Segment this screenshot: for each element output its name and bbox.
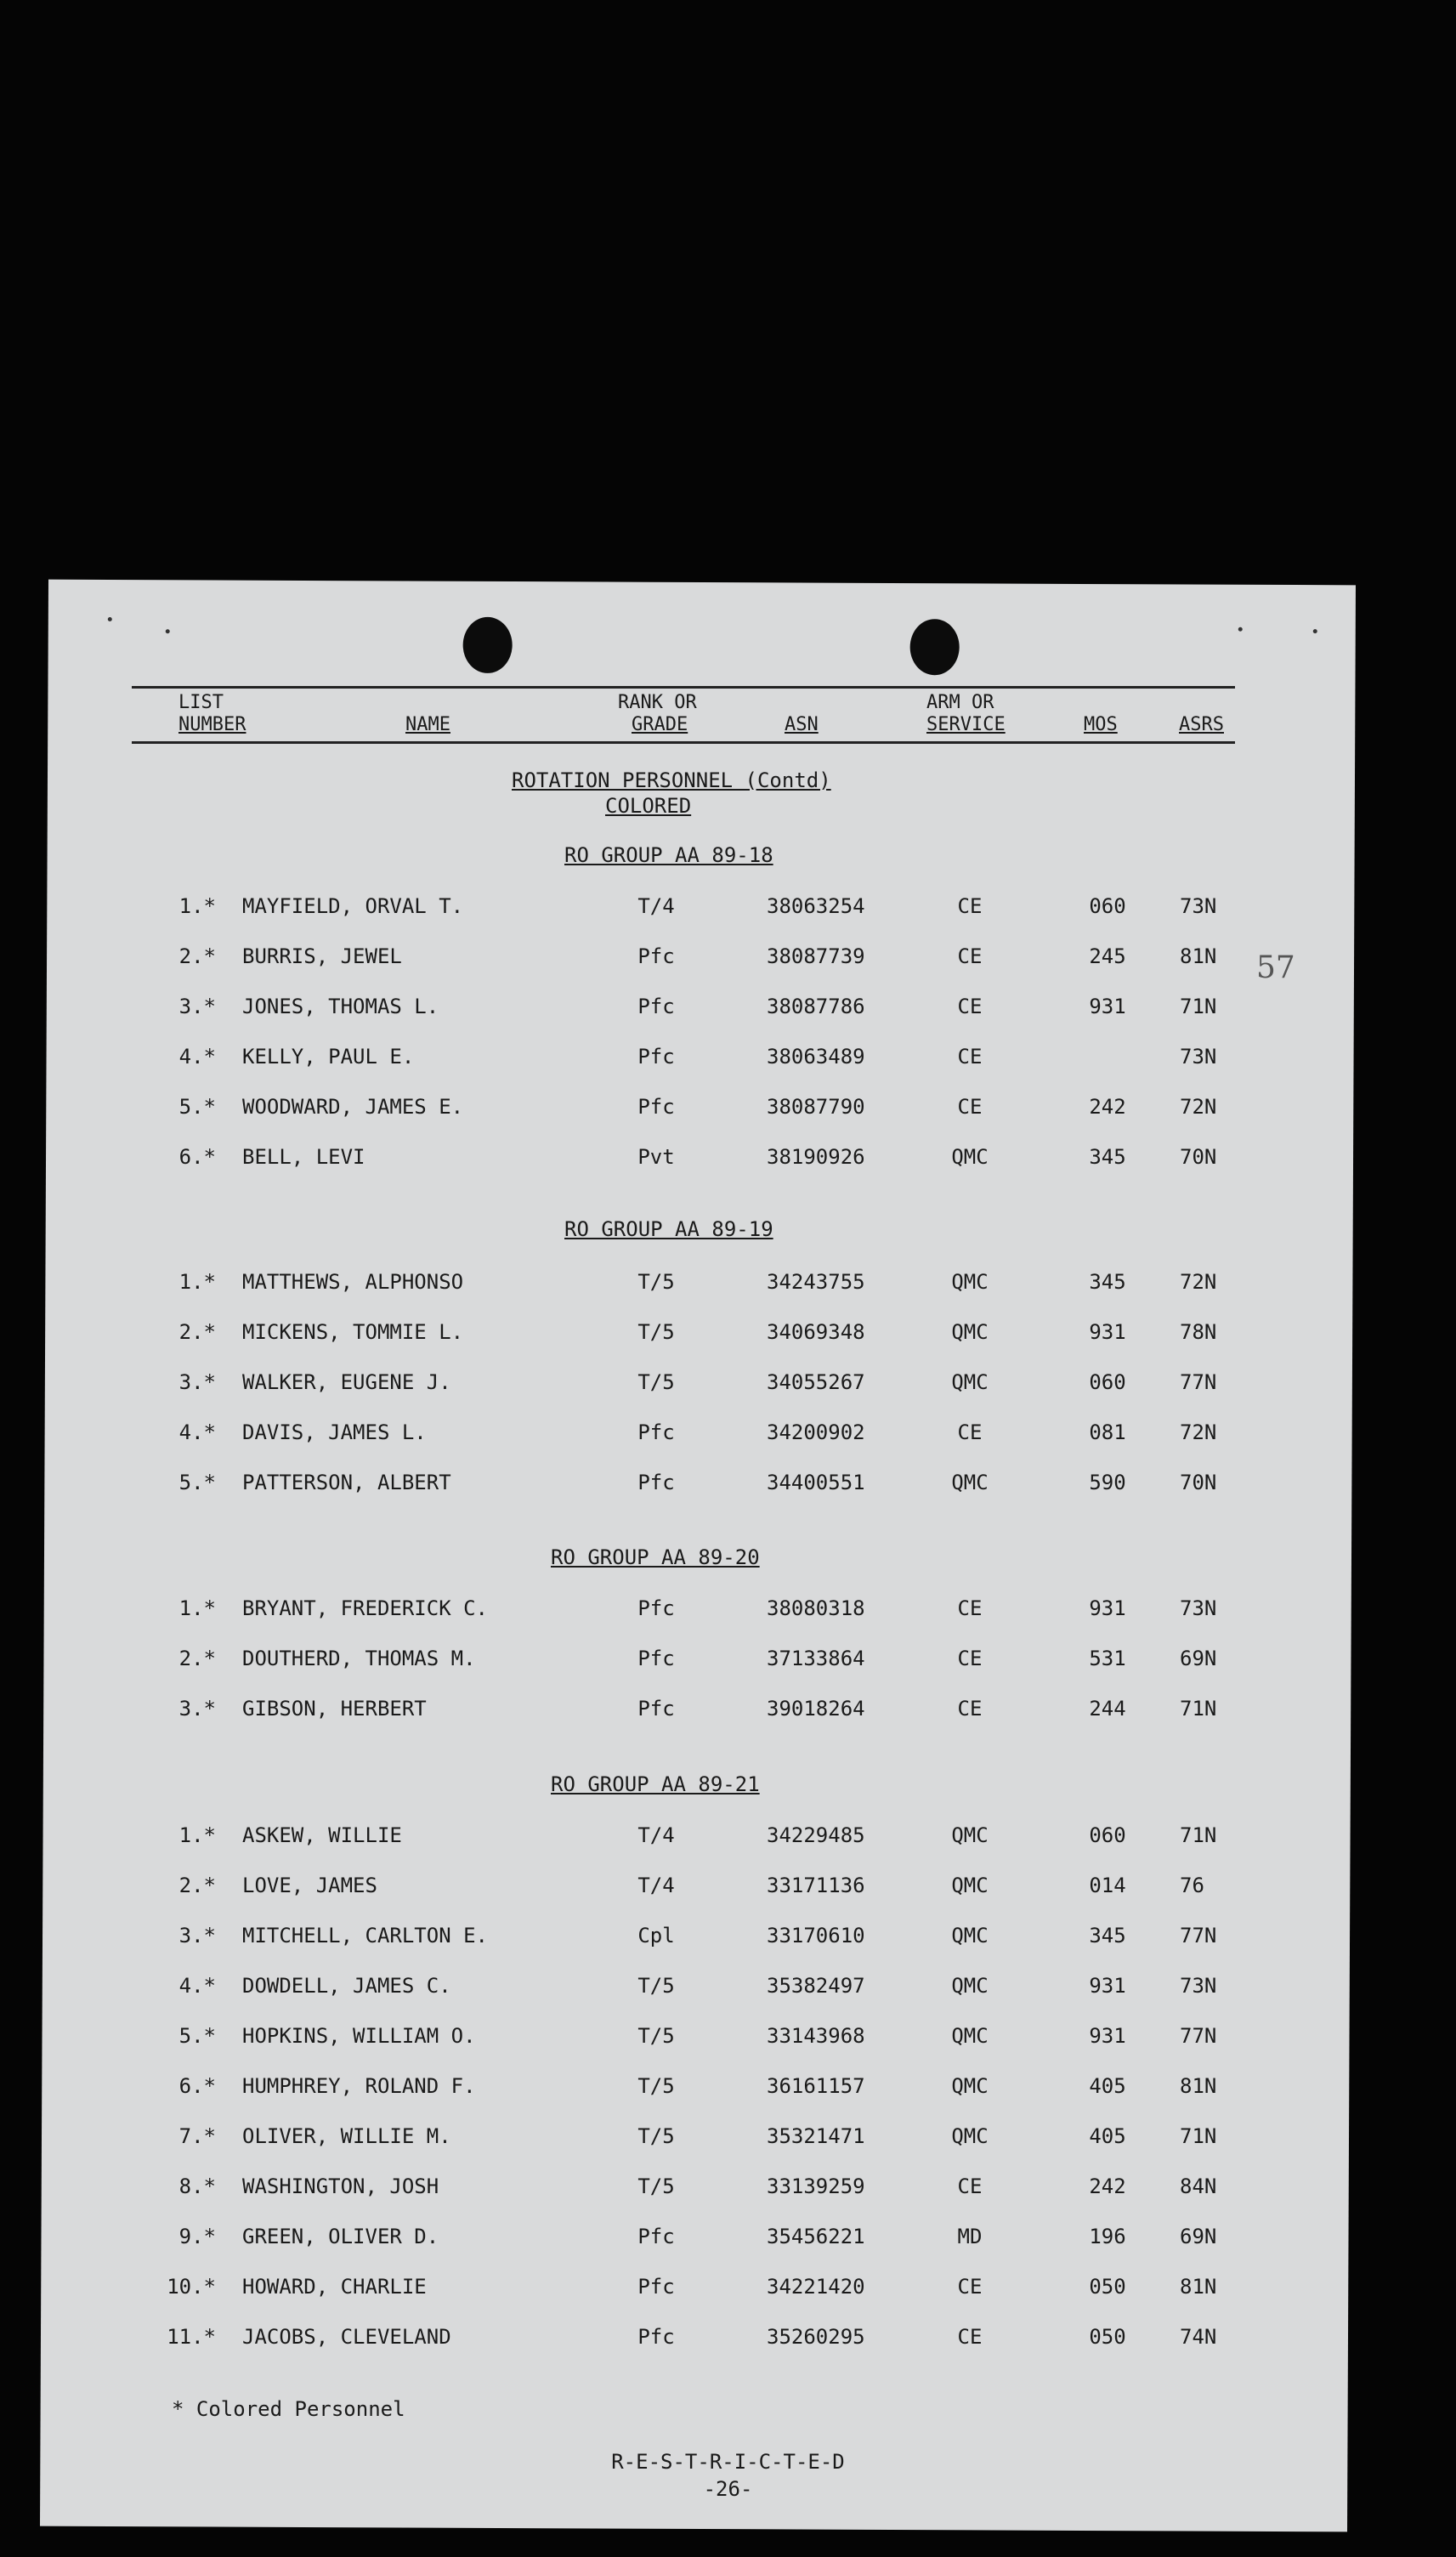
asn-value: 33171136	[767, 1874, 865, 1897]
asn-value: 38087786	[767, 995, 865, 1018]
rank-grade: T/5	[637, 1270, 675, 1294]
asn-value: 34400551	[767, 1471, 865, 1494]
speck	[108, 617, 112, 621]
mos-value: 050	[1089, 2325, 1126, 2349]
list-number: 4.*	[178, 1420, 216, 1444]
asn-value: 33170610	[767, 1924, 865, 1948]
list-number: 10.*	[167, 2275, 216, 2299]
table-row	[0, 1641, 1456, 1675]
mos-value: 405	[1089, 2124, 1126, 2148]
rank-grade: T/4	[637, 1874, 675, 1897]
asrs-value: 73N	[1180, 1045, 1217, 1069]
footnote: * Colored Personnel	[172, 2397, 405, 2421]
mos-value: 014	[1089, 1874, 1126, 1897]
arm-service: CE	[957, 995, 983, 1018]
asrs-value: 69N	[1180, 1647, 1217, 1670]
list-number: 1.*	[178, 1823, 216, 1847]
person-name: BELL, LEVI	[242, 1145, 365, 1169]
person-name: WASHINGTON, JOSH	[242, 2174, 439, 2198]
asn-value: 34221420	[767, 2275, 865, 2299]
header-list: LIST	[178, 692, 224, 713]
asn-value: 33143968	[767, 2024, 865, 2048]
table-row	[0, 939, 1456, 973]
table-row	[0, 1265, 1456, 1299]
asrs-value: 81N	[1180, 944, 1217, 968]
person-name: LOVE, JAMES	[242, 1874, 377, 1897]
speck	[1238, 627, 1243, 632]
asn-value: 33139259	[767, 2174, 865, 2198]
mos-value: 345	[1089, 1145, 1126, 1169]
rank-grade: Pfc	[637, 1647, 675, 1670]
section-subtitle: COLORED	[605, 794, 692, 818]
arm-service: CE	[957, 2275, 983, 2299]
person-name: BRYANT, FREDERICK C.	[242, 1596, 488, 1620]
mos-value: 931	[1089, 1974, 1126, 1998]
asrs-value: 71N	[1180, 1697, 1217, 1721]
list-number: 6.*	[178, 2074, 216, 2098]
list-number: 5.*	[178, 1095, 216, 1119]
mos-value: 244	[1089, 1697, 1126, 1721]
list-number: 6.*	[178, 1145, 216, 1169]
arm-service: CE	[957, 894, 983, 918]
mos-value: 242	[1089, 2174, 1126, 2198]
person-name: ASKEW, WILLIE	[242, 1823, 402, 1847]
arm-service: QMC	[951, 1924, 989, 1948]
person-name: MICKENS, TOMMIE L.	[242, 1320, 464, 1344]
list-number: 4.*	[178, 1045, 216, 1069]
page-number: -26-	[703, 2477, 753, 2501]
table-row	[0, 1315, 1456, 1349]
group-title: RO GROUP AA 89-19	[564, 1217, 773, 1241]
list-number: 9.*	[178, 2225, 216, 2248]
header-arm: ARM OR	[926, 692, 994, 713]
person-name: WALKER, EUGENE J.	[242, 1370, 451, 1394]
arm-service: CE	[957, 1697, 983, 1721]
arm-service: QMC	[951, 2024, 989, 2048]
rank-grade: T/5	[637, 1370, 675, 1394]
asn-value: 38190926	[767, 1145, 865, 1169]
asrs-value: 77N	[1180, 1924, 1217, 1948]
table-row	[0, 1919, 1456, 1953]
header-asn: ASN	[785, 714, 819, 735]
person-name: BURRIS, JEWEL	[242, 944, 402, 968]
rank-grade: T/5	[637, 2024, 675, 2048]
group-title: RO GROUP AA 89-18	[564, 843, 773, 867]
arm-service: CE	[957, 1095, 983, 1119]
arm-service: QMC	[951, 1974, 989, 1998]
mos-value: 345	[1089, 1924, 1126, 1948]
person-name: DAVIS, JAMES L.	[242, 1420, 427, 1444]
arm-service: QMC	[951, 1874, 989, 1897]
table-row	[0, 2169, 1456, 2203]
asn-value: 38063489	[767, 1045, 865, 1069]
asn-value: 38087739	[767, 944, 865, 968]
table-row	[0, 1415, 1456, 1449]
mos-value: 060	[1089, 1370, 1126, 1394]
mos-value: 050	[1089, 2275, 1126, 2299]
asrs-value: 84N	[1180, 2174, 1217, 2198]
arm-service: CE	[957, 1647, 983, 1670]
header-mos: MOS	[1084, 714, 1118, 735]
person-name: HOPKINS, WILLIAM O.	[242, 2024, 476, 2048]
header-name: NAME	[405, 714, 450, 735]
person-name: OLIVER, WILLIE M.	[242, 2124, 451, 2148]
asn-value: 38063254	[767, 894, 865, 918]
rank-grade: Pfc	[637, 1045, 675, 1069]
asn-value: 38087790	[767, 1095, 865, 1119]
arm-service: CE	[957, 944, 983, 968]
arm-service: QMC	[951, 1370, 989, 1394]
person-name: HOWARD, CHARLIE	[242, 2275, 427, 2299]
rank-grade: Pfc	[637, 1095, 675, 1119]
arm-service: MD	[957, 2225, 983, 2248]
asrs-value: 72N	[1180, 1270, 1217, 1294]
header-service: SERVICE	[926, 714, 1006, 735]
arm-service: QMC	[951, 2124, 989, 2148]
mos-value: 590	[1089, 1471, 1126, 1494]
rank-grade: T/4	[637, 894, 675, 918]
table-row	[0, 2019, 1456, 2053]
asrs-value: 78N	[1180, 1320, 1217, 1344]
person-name: MAYFIELD, ORVAL T.	[242, 894, 464, 918]
asn-value: 35382497	[767, 1974, 865, 1998]
list-number: 5.*	[178, 2024, 216, 2048]
person-name: PATTERSON, ALBERT	[242, 1471, 451, 1494]
mos-value: 081	[1089, 1420, 1126, 1444]
table-row	[0, 1818, 1456, 1852]
person-name: JONES, THOMAS L.	[242, 995, 439, 1018]
person-name: KELLY, PAUL E.	[242, 1045, 415, 1069]
asrs-value: 70N	[1180, 1145, 1217, 1169]
table-row	[0, 1692, 1456, 1726]
table-row	[0, 2069, 1456, 2103]
header-asrs: ASRS	[1179, 714, 1224, 735]
handwritten-page-number: 57	[1256, 950, 1295, 985]
rank-grade: Pfc	[637, 944, 675, 968]
arm-service: CE	[957, 1420, 983, 1444]
asn-value: 34055267	[767, 1370, 865, 1394]
person-name: DOWDELL, JAMES C.	[242, 1974, 451, 1998]
classification-marking: R-E-S-T-R-I-C-T-E-D	[611, 2450, 845, 2474]
asrs-value: 81N	[1180, 2074, 1217, 2098]
person-name: GREEN, OLIVER D.	[242, 2225, 439, 2248]
arm-service: QMC	[951, 1471, 989, 1494]
speck	[166, 629, 170, 633]
asn-value: 35260295	[767, 2325, 865, 2349]
list-number: 2.*	[178, 1320, 216, 1344]
asrs-value: 81N	[1180, 2275, 1217, 2299]
group-title: RO GROUP AA 89-20	[551, 1545, 760, 1569]
arm-service: QMC	[951, 1145, 989, 1169]
mos-value: 345	[1089, 1270, 1126, 1294]
asn-value: 34229485	[767, 1823, 865, 1847]
table-row	[0, 1365, 1456, 1399]
list-number: 3.*	[178, 1370, 216, 1394]
list-number: 5.*	[178, 1471, 216, 1494]
mos-value: 531	[1089, 1647, 1126, 1670]
person-name: JACOBS, CLEVELAND	[242, 2325, 451, 2349]
rank-grade: T/5	[637, 1320, 675, 1344]
table-row	[0, 2320, 1456, 2354]
rank-grade: Pfc	[637, 1420, 675, 1444]
asn-value: 37133864	[767, 1647, 865, 1670]
header-grade: GRADE	[632, 714, 688, 735]
mos-value: 931	[1089, 1320, 1126, 1344]
list-number: 4.*	[178, 1974, 216, 1998]
mos-value: 931	[1089, 2024, 1126, 2048]
person-name: DOUTHERD, THOMAS M.	[242, 1647, 476, 1670]
asn-value: 35321471	[767, 2124, 865, 2148]
rank-grade: T/5	[637, 2124, 675, 2148]
person-name: HUMPHREY, ROLAND F.	[242, 2074, 476, 2098]
asrs-value: 76	[1180, 1874, 1204, 1897]
asrs-value: 69N	[1180, 2225, 1217, 2248]
punch-hole-right	[910, 619, 960, 675]
list-number: 2.*	[178, 1874, 216, 1897]
header-number: NUMBER	[178, 714, 246, 735]
list-number: 7.*	[178, 2124, 216, 2148]
section-title: ROTATION PERSONNEL (Contd)	[512, 768, 831, 792]
arm-service: CE	[957, 2174, 983, 2198]
table-row	[0, 1040, 1456, 1074]
asrs-value: 71N	[1180, 1823, 1217, 1847]
asn-value: 34069348	[767, 1320, 865, 1344]
rank-grade: Pfc	[637, 2225, 675, 2248]
list-number: 2.*	[178, 1647, 216, 1670]
table-header	[132, 686, 1235, 744]
list-number: 1.*	[178, 1596, 216, 1620]
asn-value: 39018264	[767, 1697, 865, 1721]
header-rank: RANK OR	[618, 692, 697, 713]
asrs-value: 77N	[1180, 2024, 1217, 2048]
table-row	[0, 1090, 1456, 1124]
arm-service: QMC	[951, 1320, 989, 1344]
list-number: 3.*	[178, 995, 216, 1018]
mos-value: 242	[1089, 1095, 1126, 1119]
table-row	[0, 1969, 1456, 2003]
asrs-value: 72N	[1180, 1420, 1217, 1444]
person-name: WOODWARD, JAMES E.	[242, 1095, 464, 1119]
mos-value: 060	[1089, 894, 1126, 918]
asrs-value: 77N	[1180, 1370, 1217, 1394]
person-name: MATTHEWS, ALPHONSO	[242, 1270, 464, 1294]
mos-value: 196	[1089, 2225, 1126, 2248]
punch-hole-left	[463, 617, 513, 673]
asrs-value: 74N	[1180, 2325, 1217, 2349]
list-number: 3.*	[178, 1697, 216, 1721]
rank-grade: T/5	[637, 1974, 675, 1998]
table-row	[0, 1868, 1456, 1902]
table-row	[0, 2220, 1456, 2254]
asn-value: 36161157	[767, 2074, 865, 2098]
asn-value: 35456221	[767, 2225, 865, 2248]
asrs-value: 70N	[1180, 1471, 1217, 1494]
asrs-value: 71N	[1180, 2124, 1217, 2148]
asn-value: 38080318	[767, 1596, 865, 1620]
rank-grade: Pfc	[637, 1596, 675, 1620]
person-name: MITCHELL, CARLTON E.	[242, 1924, 488, 1948]
table-row	[0, 1591, 1456, 1625]
mos-value: 931	[1089, 1596, 1126, 1620]
arm-service: CE	[957, 1596, 983, 1620]
list-number: 3.*	[178, 1924, 216, 1948]
list-number: 11.*	[167, 2325, 216, 2349]
rank-grade: Cpl	[637, 1924, 675, 1948]
arm-service: QMC	[951, 1270, 989, 1294]
rank-grade: T/5	[637, 2174, 675, 2198]
mos-value: 245	[1089, 944, 1126, 968]
list-number: 1.*	[178, 1270, 216, 1294]
speck	[1313, 629, 1317, 633]
rank-grade: T/5	[637, 2074, 675, 2098]
table-row	[0, 989, 1456, 1023]
rank-grade: Pfc	[637, 995, 675, 1018]
table-row	[0, 1140, 1456, 1174]
asrs-value: 73N	[1180, 1596, 1217, 1620]
asn-value: 34243755	[767, 1270, 865, 1294]
asrs-value: 73N	[1180, 1974, 1217, 1998]
list-number: 1.*	[178, 894, 216, 918]
table-row	[0, 2270, 1456, 2304]
rank-grade: Pfc	[637, 1471, 675, 1494]
mos-value: 931	[1089, 995, 1126, 1018]
arm-service: CE	[957, 2325, 983, 2349]
mos-value: 060	[1089, 1823, 1126, 1847]
asrs-value: 72N	[1180, 1095, 1217, 1119]
rank-grade: T/4	[637, 1823, 675, 1847]
rank-grade: Pvt	[637, 1145, 675, 1169]
arm-service: QMC	[951, 2074, 989, 2098]
asrs-value: 71N	[1180, 995, 1217, 1018]
arm-service: QMC	[951, 1823, 989, 1847]
asn-value: 34200902	[767, 1420, 865, 1444]
arm-service: CE	[957, 1045, 983, 1069]
group-title: RO GROUP AA 89-21	[551, 1772, 760, 1796]
asrs-value: 73N	[1180, 894, 1217, 918]
table-row	[0, 1466, 1456, 1500]
table-row	[0, 889, 1456, 923]
mos-value: 405	[1089, 2074, 1126, 2098]
person-name: GIBSON, HERBERT	[242, 1697, 427, 1721]
list-number: 2.*	[178, 944, 216, 968]
rank-grade: Pfc	[637, 2275, 675, 2299]
list-number: 8.*	[178, 2174, 216, 2198]
rank-grade: Pfc	[637, 1697, 675, 1721]
rank-grade: Pfc	[637, 2325, 675, 2349]
table-row	[0, 2119, 1456, 2153]
